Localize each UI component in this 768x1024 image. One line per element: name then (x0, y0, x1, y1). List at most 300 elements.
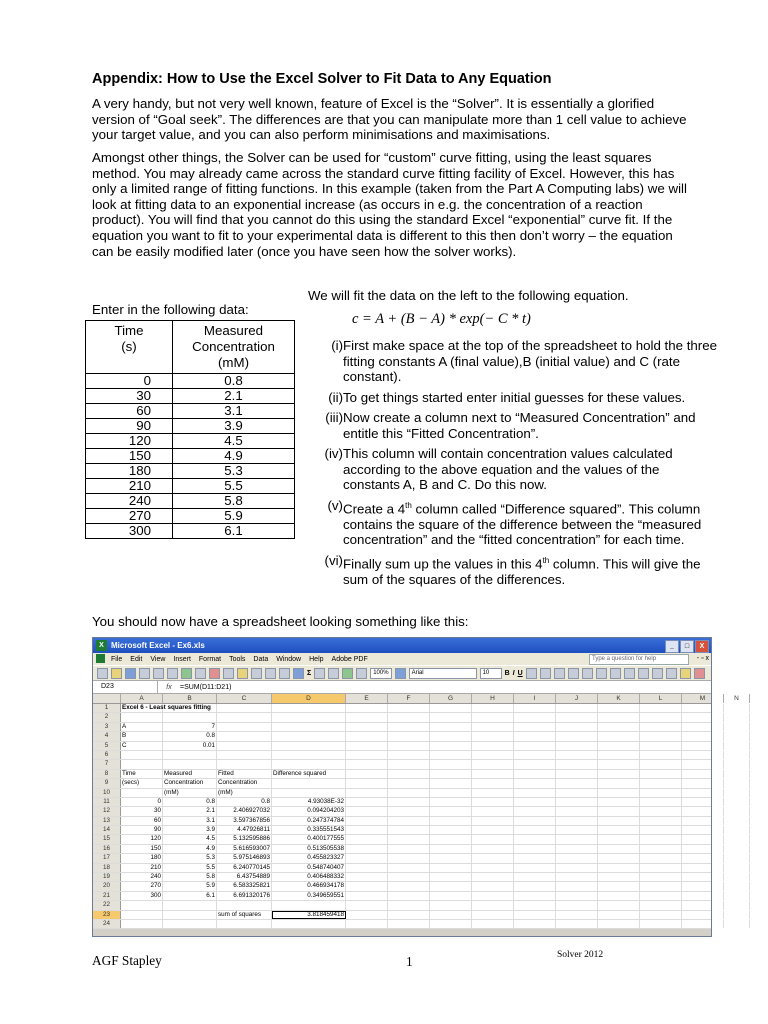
empty-cell[interactable] (640, 882, 682, 890)
row-header[interactable]: 7 (93, 760, 121, 768)
row-header[interactable]: 11 (93, 798, 121, 806)
empty-cell[interactable] (430, 901, 472, 909)
font-color-icon[interactable] (694, 668, 705, 679)
column-header-m[interactable]: M (682, 694, 724, 703)
cell-b22[interactable] (163, 901, 217, 909)
empty-cell[interactable] (724, 713, 750, 721)
empty-cell[interactable] (388, 920, 430, 928)
empty-cell[interactable] (472, 789, 514, 797)
row-header[interactable]: 13 (93, 817, 121, 825)
align-right-icon[interactable] (554, 668, 565, 679)
empty-cell[interactable] (724, 751, 750, 759)
empty-cell[interactable] (682, 835, 724, 843)
empty-cell[interactable] (514, 920, 556, 928)
cell-d1[interactable] (272, 704, 346, 712)
cell-c24[interactable] (217, 920, 272, 928)
empty-cell[interactable] (430, 760, 472, 768)
empty-cell[interactable] (640, 789, 682, 797)
minimize-button[interactable]: _ (665, 640, 679, 653)
sort-asc-icon[interactable] (314, 668, 325, 679)
empty-cell[interactable] (598, 798, 640, 806)
empty-cell[interactable] (514, 826, 556, 834)
empty-cell[interactable] (388, 873, 430, 881)
cell-b15[interactable]: 4.5 (163, 835, 217, 843)
empty-cell[interactable] (472, 911, 514, 919)
cell-c2[interactable] (217, 713, 272, 721)
cut-icon[interactable] (209, 668, 220, 679)
empty-cell[interactable] (346, 817, 388, 825)
empty-cell[interactable] (640, 704, 682, 712)
column-header-f[interactable]: F (388, 694, 430, 703)
cell-c16[interactable]: 5.616593007 (217, 845, 272, 853)
merge-icon[interactable] (568, 668, 579, 679)
cell-b10[interactable]: (mM) (163, 789, 217, 797)
empty-cell[interactable] (556, 901, 598, 909)
menu-edit[interactable]: Edit (130, 655, 143, 663)
cell-d22[interactable] (272, 901, 346, 909)
empty-cell[interactable] (724, 892, 750, 900)
empty-cell[interactable] (640, 864, 682, 872)
empty-cell[interactable] (346, 779, 388, 787)
align-center-icon[interactable] (540, 668, 551, 679)
empty-cell[interactable] (388, 892, 430, 900)
empty-cell[interactable] (556, 845, 598, 853)
empty-cell[interactable] (640, 901, 682, 909)
column-header-n[interactable]: N (724, 694, 750, 703)
empty-cell[interactable] (430, 892, 472, 900)
save-icon[interactable] (125, 668, 136, 679)
empty-cell[interactable] (388, 911, 430, 919)
menu-help[interactable]: Help (309, 655, 324, 663)
empty-cell[interactable] (724, 845, 750, 853)
empty-cell[interactable] (514, 751, 556, 759)
empty-cell[interactable] (430, 779, 472, 787)
empty-cell[interactable] (556, 742, 598, 750)
empty-cell[interactable] (346, 920, 388, 928)
cell-b20[interactable]: 5.9 (163, 882, 217, 890)
decrease-decimal-icon[interactable] (638, 668, 649, 679)
cell-a9[interactable]: (secs) (121, 779, 163, 787)
permission-icon[interactable] (139, 668, 150, 679)
empty-cell[interactable] (640, 920, 682, 928)
empty-cell[interactable] (514, 901, 556, 909)
cell-a20[interactable]: 270 (121, 882, 163, 890)
row-header[interactable]: 8 (93, 770, 121, 778)
empty-cell[interactable] (430, 826, 472, 834)
cell-d14[interactable]: 0.335551543 (272, 826, 346, 834)
empty-cell[interactable] (640, 732, 682, 740)
cell-a3[interactable]: A (121, 723, 163, 731)
cell-d21[interactable]: 0.349659551 (272, 892, 346, 900)
italic-button[interactable]: I (512, 669, 515, 677)
empty-cell[interactable] (640, 835, 682, 843)
column-header-g[interactable]: G (430, 694, 472, 703)
cell-d2[interactable] (272, 713, 346, 721)
align-left-icon[interactable] (526, 668, 537, 679)
empty-cell[interactable] (346, 742, 388, 750)
empty-cell[interactable] (388, 713, 430, 721)
empty-cell[interactable] (598, 742, 640, 750)
empty-cell[interactable] (598, 854, 640, 862)
row-header[interactable]: 6 (93, 751, 121, 759)
empty-cell[interactable] (640, 873, 682, 881)
empty-cell[interactable] (556, 704, 598, 712)
help-search-input[interactable]: Type a question for help (589, 654, 689, 665)
empty-cell[interactable] (598, 807, 640, 815)
empty-cell[interactable] (724, 817, 750, 825)
empty-cell[interactable] (556, 760, 598, 768)
menu-file[interactable]: File (111, 655, 123, 663)
empty-cell[interactable] (514, 882, 556, 890)
empty-cell[interactable] (346, 798, 388, 806)
empty-cell[interactable] (514, 854, 556, 862)
empty-cell[interactable] (430, 854, 472, 862)
cell-a16[interactable]: 150 (121, 845, 163, 853)
cell-d6[interactable] (272, 751, 346, 759)
empty-cell[interactable] (724, 732, 750, 740)
cell-b17[interactable]: 5.3 (163, 854, 217, 862)
empty-cell[interactable] (640, 798, 682, 806)
empty-cell[interactable] (682, 817, 724, 825)
column-header-j[interactable]: J (556, 694, 598, 703)
fill-color-icon[interactable] (680, 668, 691, 679)
cell-a14[interactable]: 90 (121, 826, 163, 834)
row-header[interactable]: 24 (93, 920, 121, 928)
cell-c21[interactable]: 6.691320176 (217, 892, 272, 900)
cell-a21[interactable]: 300 (121, 892, 163, 900)
cell-a12[interactable]: 30 (121, 807, 163, 815)
empty-cell[interactable] (598, 835, 640, 843)
empty-cell[interactable] (556, 826, 598, 834)
spelling-icon[interactable] (181, 668, 192, 679)
empty-cell[interactable] (388, 789, 430, 797)
empty-cell[interactable] (556, 873, 598, 881)
empty-cell[interactable] (514, 704, 556, 712)
cell-d19[interactable]: 0.406488332 (272, 873, 346, 881)
empty-cell[interactable] (682, 826, 724, 834)
format-painter-icon[interactable] (251, 668, 262, 679)
cell-d10[interactable] (272, 789, 346, 797)
column-header-h[interactable]: H (472, 694, 514, 703)
doc-window-buttons[interactable]: - ▫ x (696, 655, 709, 662)
hyperlink-icon[interactable] (293, 668, 304, 679)
empty-cell[interactable] (472, 704, 514, 712)
autosum-icon[interactable]: Σ (307, 669, 312, 677)
underline-button[interactable]: U (517, 669, 523, 677)
empty-cell[interactable] (514, 798, 556, 806)
empty-cell[interactable] (388, 704, 430, 712)
zoom-select[interactable]: 100% (370, 668, 391, 679)
function-icon[interactable]: fx (166, 683, 172, 691)
column-header-e[interactable]: E (346, 694, 388, 703)
empty-cell[interactable] (640, 817, 682, 825)
empty-cell[interactable] (430, 713, 472, 721)
empty-cell[interactable] (556, 920, 598, 928)
empty-cell[interactable] (514, 817, 556, 825)
empty-cell[interactable] (640, 713, 682, 721)
indent-icon[interactable] (652, 668, 663, 679)
empty-cell[interactable] (430, 845, 472, 853)
cell-c13[interactable]: 3.597367856 (217, 817, 272, 825)
empty-cell[interactable] (472, 845, 514, 853)
cell-c19[interactable]: 6.43754889 (217, 873, 272, 881)
empty-cell[interactable] (346, 864, 388, 872)
empty-cell[interactable] (682, 742, 724, 750)
empty-cell[interactable] (682, 873, 724, 881)
chart-wizard-icon[interactable] (342, 668, 353, 679)
empty-cell[interactable] (472, 892, 514, 900)
column-header-l[interactable]: L (640, 694, 682, 703)
empty-cell[interactable] (346, 760, 388, 768)
empty-cell[interactable] (514, 789, 556, 797)
font-name-select[interactable]: Arial (409, 668, 477, 679)
empty-cell[interactable] (346, 789, 388, 797)
font-size-select[interactable]: 10 (480, 668, 502, 679)
empty-cell[interactable] (640, 845, 682, 853)
empty-cell[interactable] (472, 901, 514, 909)
sort-desc-icon[interactable] (328, 668, 339, 679)
empty-cell[interactable] (724, 789, 750, 797)
paste-icon[interactable] (237, 668, 248, 679)
cell-a22[interactable] (121, 901, 163, 909)
cell-a8[interactable]: Time (121, 770, 163, 778)
empty-cell[interactable] (430, 864, 472, 872)
empty-cell[interactable] (556, 864, 598, 872)
cell-a1[interactable]: Excel 6 - Least squares fitting (122, 704, 211, 711)
empty-cell[interactable] (514, 835, 556, 843)
row-header[interactable]: 4 (93, 732, 121, 740)
empty-cell[interactable] (514, 742, 556, 750)
empty-cell[interactable] (472, 807, 514, 815)
cell-d13[interactable]: 0.247374784 (272, 817, 346, 825)
empty-cell[interactable] (472, 723, 514, 731)
empty-cell[interactable] (556, 807, 598, 815)
empty-cell[interactable] (598, 789, 640, 797)
percent-icon[interactable] (596, 668, 607, 679)
empty-cell[interactable] (640, 854, 682, 862)
empty-cell[interactable] (598, 864, 640, 872)
empty-cell[interactable] (346, 704, 388, 712)
cell-d12[interactable]: 0.094204203 (272, 807, 346, 815)
empty-cell[interactable] (388, 817, 430, 825)
empty-cell[interactable] (388, 760, 430, 768)
preview-icon[interactable] (167, 668, 178, 679)
empty-cell[interactable] (640, 770, 682, 778)
cell-d15[interactable]: 0.400177555 (272, 835, 346, 843)
row-header[interactable]: 22 (93, 901, 121, 909)
empty-cell[interactable] (640, 892, 682, 900)
cell-a23[interactable] (121, 911, 163, 919)
cell-a19[interactable]: 240 (121, 873, 163, 881)
empty-cell[interactable] (598, 873, 640, 881)
empty-cell[interactable] (514, 864, 556, 872)
empty-cell[interactable] (430, 704, 472, 712)
cell-d23[interactable]: 3.818459418 (272, 911, 346, 919)
empty-cell[interactable] (682, 770, 724, 778)
empty-cell[interactable] (346, 770, 388, 778)
empty-cell[interactable] (640, 826, 682, 834)
cell-b9[interactable]: Concentration (163, 779, 217, 787)
cell-b19[interactable]: 5.8 (163, 873, 217, 881)
empty-cell[interactable] (472, 713, 514, 721)
empty-cell[interactable] (724, 779, 750, 787)
empty-cell[interactable] (472, 742, 514, 750)
empty-cell[interactable] (346, 713, 388, 721)
cell-b12[interactable]: 2.1 (163, 807, 217, 815)
empty-cell[interactable] (388, 864, 430, 872)
menu-window[interactable]: Window (276, 655, 302, 663)
menu-adobe-pdf[interactable]: Adobe PDF (331, 655, 368, 663)
select-all-corner[interactable] (93, 694, 121, 703)
column-header-i[interactable]: I (514, 694, 556, 703)
print-icon[interactable] (153, 668, 164, 679)
cell-b24[interactable] (163, 920, 217, 928)
empty-cell[interactable] (640, 911, 682, 919)
cell-c4[interactable] (217, 732, 272, 740)
empty-cell[interactable] (472, 770, 514, 778)
empty-cell[interactable] (472, 732, 514, 740)
cell-b16[interactable]: 4.9 (163, 845, 217, 853)
cell-d16[interactable]: 0.513505538 (272, 845, 346, 853)
empty-cell[interactable] (640, 807, 682, 815)
empty-cell[interactable] (514, 892, 556, 900)
empty-cell[interactable] (556, 911, 598, 919)
empty-cell[interactable] (514, 732, 556, 740)
cell-b7[interactable] (163, 760, 217, 768)
cell-b5[interactable]: 0.01 (163, 742, 217, 750)
empty-cell[interactable] (388, 882, 430, 890)
empty-cell[interactable] (472, 826, 514, 834)
empty-cell[interactable] (682, 892, 724, 900)
cell-b3[interactable]: 7 (163, 723, 217, 731)
empty-cell[interactable] (556, 723, 598, 731)
empty-cell[interactable] (598, 713, 640, 721)
empty-cell[interactable] (430, 817, 472, 825)
empty-cell[interactable] (556, 798, 598, 806)
row-header[interactable]: 12 (93, 807, 121, 815)
empty-cell[interactable] (346, 854, 388, 862)
empty-cell[interactable] (430, 873, 472, 881)
comma-icon[interactable] (610, 668, 621, 679)
cell-d8[interactable]: Difference squared (272, 770, 346, 778)
row-header[interactable]: 3 (93, 723, 121, 731)
empty-cell[interactable] (430, 835, 472, 843)
cell-b23[interactable] (163, 911, 217, 919)
menu-view[interactable]: View (150, 655, 166, 663)
close-button[interactable]: X (695, 640, 709, 653)
empty-cell[interactable] (388, 732, 430, 740)
cell-d9[interactable] (272, 779, 346, 787)
cell-b18[interactable]: 5.5 (163, 864, 217, 872)
cell-b4[interactable]: 0.8 (163, 732, 217, 740)
empty-cell[interactable] (682, 882, 724, 890)
empty-cell[interactable] (388, 742, 430, 750)
empty-cell[interactable] (346, 901, 388, 909)
redo-icon[interactable] (279, 668, 290, 679)
empty-cell[interactable] (514, 873, 556, 881)
empty-cell[interactable] (598, 723, 640, 731)
empty-cell[interactable] (724, 770, 750, 778)
excel-title-bar[interactable] (93, 638, 711, 653)
empty-cell[interactable] (388, 807, 430, 815)
empty-cell[interactable] (430, 920, 472, 928)
cell-c14[interactable]: 4.47926811 (217, 826, 272, 834)
empty-cell[interactable] (682, 789, 724, 797)
empty-cell[interactable] (388, 845, 430, 853)
empty-cell[interactable] (346, 835, 388, 843)
empty-cell[interactable] (598, 892, 640, 900)
empty-cell[interactable] (598, 704, 640, 712)
empty-cell[interactable] (346, 892, 388, 900)
cell-c1[interactable] (217, 704, 272, 712)
empty-cell[interactable] (724, 760, 750, 768)
cell-d20[interactable]: 0.466934178 (272, 882, 346, 890)
cell-c3[interactable] (217, 723, 272, 731)
column-header-d[interactable]: D (272, 694, 346, 703)
row-header[interactable]: 14 (93, 826, 121, 834)
cell-c7[interactable] (217, 760, 272, 768)
column-header-a[interactable]: A (121, 694, 163, 703)
cell-a15[interactable]: 120 (121, 835, 163, 843)
empty-cell[interactable] (724, 854, 750, 862)
empty-cell[interactable] (724, 798, 750, 806)
column-header-b[interactable]: B (163, 694, 217, 703)
empty-cell[interactable] (724, 723, 750, 731)
maximize-button[interactable]: □ (680, 640, 694, 653)
empty-cell[interactable] (556, 789, 598, 797)
undo-icon[interactable] (265, 668, 276, 679)
cell-b6[interactable] (163, 751, 217, 759)
empty-cell[interactable] (598, 901, 640, 909)
empty-cell[interactable] (346, 732, 388, 740)
cell-a6[interactable] (121, 751, 163, 759)
empty-cell[interactable] (724, 826, 750, 834)
empty-cell[interactable] (556, 817, 598, 825)
empty-cell[interactable] (598, 817, 640, 825)
empty-cell[interactable] (430, 911, 472, 919)
cell-b11[interactable]: 0.8 (163, 798, 217, 806)
empty-cell[interactable] (682, 920, 724, 928)
empty-cell[interactable] (472, 760, 514, 768)
cell-c9[interactable]: Concentration (217, 779, 272, 787)
empty-cell[interactable] (682, 845, 724, 853)
copy-icon[interactable] (223, 668, 234, 679)
empty-cell[interactable] (514, 713, 556, 721)
empty-cell[interactable] (640, 742, 682, 750)
empty-cell[interactable] (388, 770, 430, 778)
empty-cell[interactable] (472, 882, 514, 890)
cell-c17[interactable]: 5.975146893 (217, 854, 272, 862)
empty-cell[interactable] (472, 751, 514, 759)
cell-a2[interactable] (121, 713, 163, 721)
empty-cell[interactable] (724, 864, 750, 872)
empty-cell[interactable] (556, 770, 598, 778)
empty-cell[interactable] (346, 723, 388, 731)
empty-cell[interactable] (472, 854, 514, 862)
empty-cell[interactable] (724, 873, 750, 881)
empty-cell[interactable] (598, 920, 640, 928)
empty-cell[interactable] (472, 779, 514, 787)
empty-cell[interactable] (388, 751, 430, 759)
empty-cell[interactable] (556, 713, 598, 721)
empty-cell[interactable] (388, 835, 430, 843)
empty-cell[interactable] (472, 835, 514, 843)
empty-cell[interactable] (346, 807, 388, 815)
empty-cell[interactable] (388, 854, 430, 862)
cell-d18[interactable]: 0.548740407 (272, 864, 346, 872)
empty-cell[interactable] (598, 732, 640, 740)
menu-data[interactable]: Data (253, 655, 269, 663)
